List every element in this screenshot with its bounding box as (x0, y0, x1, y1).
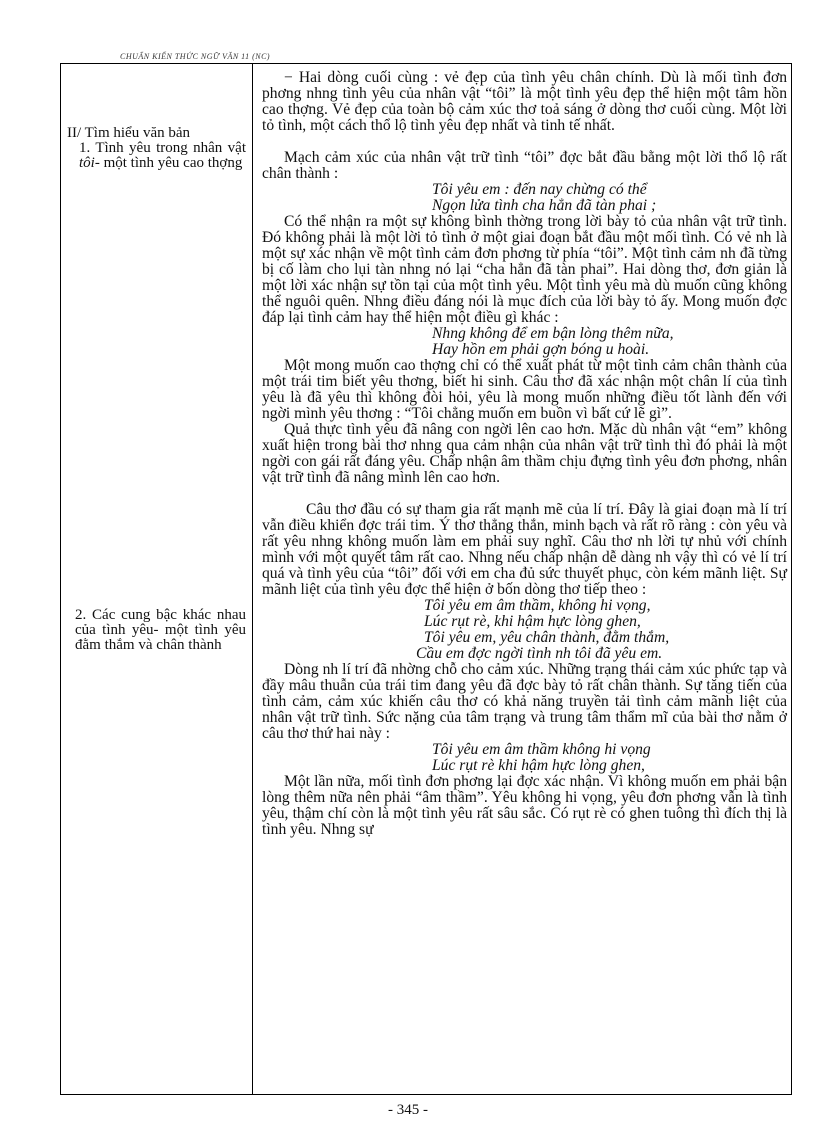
section-2-heading: 2. Các cung bậc khác nhau của tình yêu- một tình yêu đằm thắm và chân thành (75, 607, 246, 653)
verse-1-line-1: Tôi yêu em : đến nay chừng có thể (432, 181, 647, 198)
verse-3-line-1: Tôi yêu em âm thầm, không hi vọng, (424, 597, 651, 614)
verse-2-line-1: Nhng không để em bận lòng thêm nữa, (432, 325, 674, 342)
content-table (60, 63, 792, 1095)
paragraph-5: Quả thực tình yêu đã nâng con ngời lên cao hơn. Mặc dù nhân vật “em” không xuất hiện trong bài thơ nhng qua cảm nhận của nhân vật trữ tình thì đó phải là một ngời con gái rất đáng yêu. Chấp nhận âm thầm chịu đựng tình yêu đơn phơng, nhân vật trữ tình đã nâng mình lên cao hơn. (262, 421, 787, 486)
verse-2-line-2: Hay hồn em phải gợn bóng u hoài. (432, 341, 650, 358)
section-1-subtitle-em: tôi (79, 155, 95, 171)
paragraph-7: Dòng nh lí trí đã nhờng chỗ cho cảm xúc. Những trạng thái cảm xúc phức tạp và đầy mâu thuẫn của trái tim đang yêu đã đợc bày tỏ rất chân thành. Sự tăng tiến của tình cảm, cảm xúc khiến câu thơ có khả năng truyền tải tình cảm mãnh liệt của nhân vật trữ tình. Sức nặng của tâm trạng và trung tâm thẩm mĩ của bài thơ nằm ở câu thơ thứ hai này : (262, 661, 787, 742)
section-1-subtitle-b: - một tình yêu cao thợng (94, 155, 243, 171)
column-divider (252, 64, 253, 1094)
verse-1-line-2: Ngọn lửa tình cha hẳn đã tàn phai ; (432, 197, 657, 214)
verse-3-line-3: Tôi yêu em, yêu chân thành, đằm thắm, (424, 629, 670, 646)
page-number: - 345 - (388, 1102, 428, 1118)
section-1-subtitle (67, 141, 246, 171)
page-header: CHUẨN KIẾN THỨC NGỮ VĂN 11 (NC) (120, 52, 271, 61)
right-column (262, 70, 787, 838)
section-1-heading (61, 126, 252, 171)
section-1-subtitle-a: 1. Tình yêu trong nhân vật (79, 140, 246, 156)
verse-4-line-2: Lúc rụt rè khi hậm hực lòng ghen, (432, 757, 645, 774)
paragraph-1: − Hai dòng cuối cùng : vẻ đẹp của tình yêu chân chính. Dù là mối tình đơn phơng nhng tình yêu của nhân vật “tôi” là một tình yêu đẹp thể hiện một tâm hồn cao thợng. Vẻ đẹp của toàn bộ cảm xúc thơ toả sáng ở dòng thơ cuối cùng. Một lời tỏ tình, một cách thổ lộ tình yêu đẹp nhất và tinh tế nhất. (262, 69, 787, 134)
paragraph-3: Có thể nhận ra một sự không bình thờng trong lời bày tỏ của nhân vật trữ tình. Đó không phải là một lời tỏ tình ở một giai đoạn bắt đầu một mối tình. Có vẻ nh là một sự xác nhận về một tình cảm đơn phơng từ phía “tôi”. Một tình cảm nh đã từng bị cố làm cho lụi tàn nhng nó lại “cha hẳn đã tàn phai”. Hai dòng thơ, đơn giản là một lời xác nhận sự tồn tại của một tình yêu. Một tình yêu mà dù muốn cũng không thể nguôi quên. Nhng điều đáng nói là mục đích của lời bày tỏ ấy. Mong muốn đợc đáp lại tình cảm hay thể hiện một điều gì khác : (262, 213, 787, 326)
paragraph-2: Mạch cảm xúc của nhân vật trữ tình “tôi” đợc bắt đầu bằng một lời thổ lộ rất chân thành : (262, 149, 787, 182)
paragraph-8: Một lần nữa, mối tình đơn phơng lại đợc xác nhận. Vì không muốn em phải bận lòng thêm nữa nên phải “âm thầm”. Yêu không hi vọng, yêu đơn phơng vẫn là tình yêu, thậm chí còn là một tình yêu rất sâu sắc. Có rụt rè có ghen tuông thì đích thị là tình yêu. Nhng sự (262, 773, 787, 838)
left-column (61, 64, 252, 1094)
paragraph-4: Một mong muốn cao thợng chỉ có thể xuất phát từ một tình cảm chân thành của một trái tim biết yêu thơng, biết hi sinh. Câu thơ đã xác nhận một chân lí của tình yêu là đã yêu thì không đòi hỏi, yêu là mong muốn những điều tốt lành đến với ngời mình yêu thơng : “Tôi chẳng muốn em buồn vì bất cứ lẽ gì”. (262, 357, 787, 422)
section-1-title: II/ Tìm hiểu văn bản (67, 125, 191, 141)
paragraph-6: Câu thơ đầu có sự tham gia rất mạnh mẽ của lí trí. Đây là giai đoạn mà lí trí vẫn điều khiển đợc trái tim. Ý thơ thẳng thắn, minh bạch và rất rõ ràng : còn yêu và rất yêu nhng không muốn làm em phải suy nghĩ. Câu thơ nh lời tự nhủ với chính mình với một quyết tâm rất cao. Nhng nếu chấp nhận dễ dàng nh vậy thì có vẻ lí trí quá và tình yêu của “tôi” đối với em cha đủ sức thuyết phục, còn kém mãnh liệt. Sự mãnh liệt của tình yêu đợc thể hiện ở bốn dòng thơ tiếp theo : (262, 501, 787, 598)
verse-4-line-1: Tôi yêu em âm thầm không hi vọng (432, 741, 651, 758)
verse-3-line-2: Lúc rụt rè, khi hậm hực lòng ghen, (424, 613, 641, 630)
verse-3-line-4: Cầu em đợc ngời tình nh tôi đã yêu em. (416, 645, 663, 662)
